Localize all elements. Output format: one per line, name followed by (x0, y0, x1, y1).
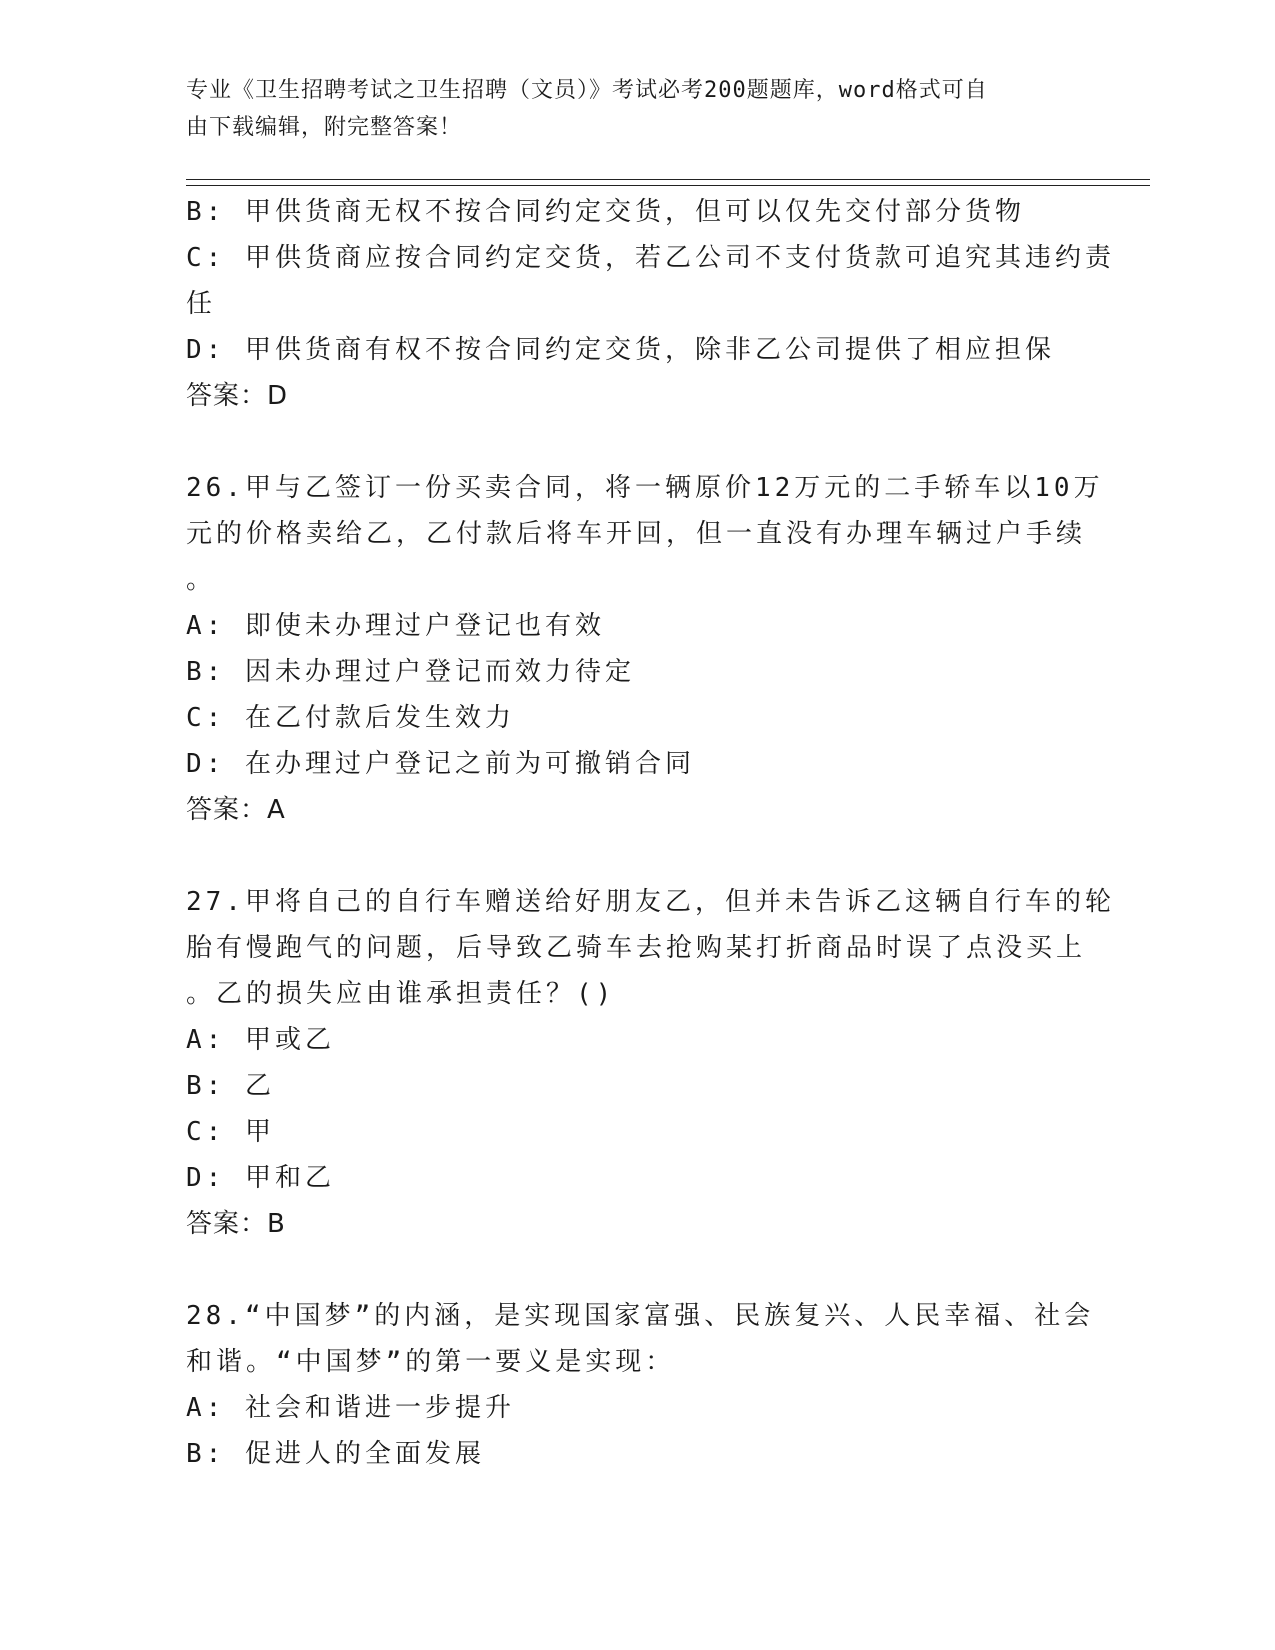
question-stem-line-2: 胎有慢跑气的问题，后导致乙骑车去抢购某打折商品时误了点没买上 (186, 933, 1087, 963)
document-header (186, 72, 1066, 146)
option-d: D: 在办理过户登记之前为可撤销合同 (186, 749, 695, 779)
option-b: B: 因未办理过户登记而效力待定 (186, 657, 635, 687)
option-b: B: 促进人的全面发展 (186, 1439, 485, 1469)
option-a: A: 甲或乙 (186, 1025, 335, 1055)
question-26 (186, 465, 1104, 833)
option-c-line-1: C: 甲供货商应按合同约定交货，若乙公司不支付货款可追究其违约责 (186, 243, 1115, 273)
question-stem-line-1: 27.甲将自己的自行车赠送给好朋友乙，但并未告诉乙这辆自行车的轮 (186, 887, 1115, 917)
question-stem-line-3: 。乙的损失应由谁承担责任？() (186, 979, 616, 1009)
question-stem-line-1: 28.“中国梦”的内涵，是实现国家富强、民族复兴、人民幸福、社会 (186, 1301, 1095, 1331)
spacer (186, 833, 1086, 879)
question-stem-line-3: 。 (186, 565, 217, 595)
option-d: D: 甲供货商有权不按合同约定交货，除非乙公司提供了相应担保 (186, 335, 1055, 365)
option-d: D: 甲和乙 (186, 1163, 335, 1193)
question-stem-line-2: 元的价格卖给乙，乙付款后将车开回，但一直没有办理车辆过户手续 (186, 519, 1087, 549)
question-stem-line-2: 和谐。“中国梦”的第一要义是实现： (186, 1347, 676, 1377)
question-28 (186, 1293, 1095, 1477)
option-b: B: 乙 (186, 1071, 275, 1101)
document-body (186, 189, 1115, 1477)
option-b: B: 甲供货商无权不按合同约定交货，但可以仅先交付部分货物 (186, 197, 1025, 227)
header-line-1: 专业《卫生招聘考试之卫生招聘（文员）》考试必考200题题库，word格式可自 (186, 78, 988, 103)
header-line-2: 由下载编辑，附完整答案！ (186, 115, 463, 140)
answer-line: 答案：A (186, 795, 286, 825)
option-a: A: 即使未办理过户登记也有效 (186, 611, 605, 641)
question-27 (186, 879, 1115, 1247)
option-c: C: 甲 (186, 1117, 275, 1147)
header-divider-bottom (186, 185, 1150, 186)
option-c: C: 在乙付款后发生效力 (186, 703, 515, 733)
spacer (186, 1247, 1086, 1293)
option-c-line-2: 任 (186, 289, 217, 319)
answer-line: 答案：D (186, 381, 289, 411)
answer-line: 答案：B (186, 1209, 286, 1239)
option-a: A: 社会和谐进一步提升 (186, 1393, 515, 1423)
header-divider-top (186, 179, 1150, 180)
question-25-tail (186, 189, 1115, 419)
question-stem-line-1: 26.甲与乙签订一份买卖合同，将一辆原价12万元的二手轿车以10万 (186, 473, 1104, 503)
spacer (186, 419, 1086, 465)
